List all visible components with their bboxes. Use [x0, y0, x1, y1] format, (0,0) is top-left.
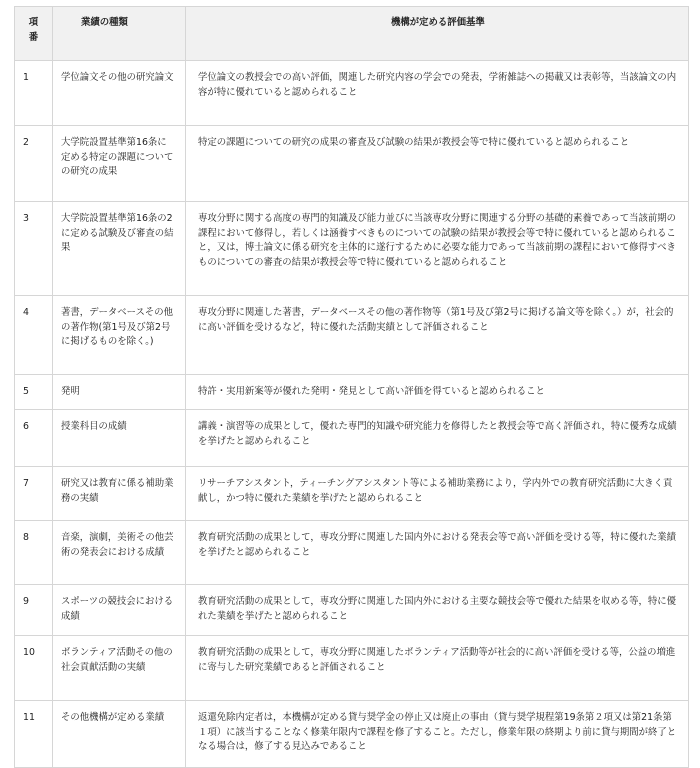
table-row	[15, 585, 689, 636]
row-number: 3	[15, 202, 53, 296]
table-row	[15, 61, 689, 126]
row-achievement-type: 著書，データベースその他の著作物(第1号及び第2号に掲げるものを除く。)	[53, 296, 186, 375]
row-number: 1	[15, 61, 53, 126]
row-achievement-type: 大学院設置基準第16条の2に定める試験及び審査の結果	[53, 202, 186, 296]
row-number: 10	[15, 636, 53, 701]
row-criteria: 教育研究活動の成果として，専攻分野に関連した国内外における発表会等で高い評価を受ける等，特に優れた業績を挙げたと認められること	[186, 521, 689, 585]
row-criteria: 教育研究活動の成果として，専攻分野に関連したボランティア活動等が社会的に高い評価を受ける等，公益の増進に寄与した研究業績であると評価されること	[186, 636, 689, 701]
row-achievement-type: ボランティア活動その他の社会貢献活動の実績	[53, 636, 186, 701]
row-achievement-type: その他機構が定める業績	[53, 701, 186, 768]
table-row	[15, 521, 689, 585]
table-row	[15, 701, 689, 768]
table-row	[15, 126, 689, 202]
row-number: 4	[15, 296, 53, 375]
row-achievement-type: 大学院設置基準第16条に定める特定の課題についての研究の成果	[53, 126, 186, 202]
row-criteria: 教育研究活動の成果として，専攻分野に関連した国内外における主要な競技会等で優れた結果を収める等，特に優れた業績を挙げたと認められること	[186, 585, 689, 636]
row-criteria: リサーチアシスタント，ティーチングアシスタント等による補助業務により，学内外での教育研究活動に大きく貢献し，かつ特に優れた業績を挙げたと認められること	[186, 467, 689, 521]
header-achievement-type: 業績の種類	[53, 7, 186, 61]
evaluation-criteria-table	[14, 6, 689, 768]
row-achievement-type: 授業科目の成績	[53, 410, 186, 467]
table-row	[15, 202, 689, 296]
row-number: 5	[15, 375, 53, 410]
row-number: 2	[15, 126, 53, 202]
row-number: 7	[15, 467, 53, 521]
header-item-number-line2: 番	[28, 31, 39, 43]
table-row	[15, 410, 689, 467]
row-achievement-type: 発明	[53, 375, 186, 410]
row-achievement-type: 音楽，演劇，美術その他芸術の発表会における成績	[53, 521, 186, 585]
row-number: 6	[15, 410, 53, 467]
row-achievement-type: スポーツの競技会における成績	[53, 585, 186, 636]
table-header	[15, 7, 689, 61]
row-achievement-type: 研究又は教育に係る補助業務の実績	[53, 467, 186, 521]
header-item-number-line1: 項	[28, 17, 39, 28]
header-evaluation-criteria: 機構が定める評価基準	[186, 7, 689, 61]
table-row	[15, 636, 689, 701]
row-number: 9	[15, 585, 53, 636]
row-criteria: 講義・演習等の成果として，優れた専門的知識や研究能力を修得したと教授会等で高く評価され，特に優秀な成績を挙げたと認められること	[186, 410, 689, 467]
table-body	[15, 61, 689, 768]
row-criteria: 特許・実用新案等が優れた発明・発見として高い評価を得ていると認められること	[186, 375, 689, 410]
row-number: 8	[15, 521, 53, 585]
table-row	[15, 296, 689, 375]
row-criteria: 専攻分野に関する高度の専門的知識及び能力並びに当該専攻分野に関連する分野の基礎的素養であって当該前期の課程において修得し，若しくは涵養すべきものについての試験の結果が教授会等で特に優れていると認められること，又は，博士論文に係る研究を主体的に遂行するために必要な能力であって当該前期の課程において修得すべきものについての審査の結果が教授会等で特に優れていると認められること	[186, 202, 689, 296]
row-criteria: 返還免除内定者は，本機構が定める貸与奨学金の停止又は廃止の事由（貸与奨学規程第19条第２項又は第21条第１項）に該当することなく修業年限内で課程を修了すること。ただし，修業年限の終期より前に貸与期間が終了となる場合は，修了する見込みであること	[186, 701, 689, 768]
header-row	[15, 7, 689, 61]
header-item-number	[15, 7, 53, 61]
row-criteria: 専攻分野に関連した著書，データベースその他の著作物等（第1号及び第2号に掲げる論文等を除く。）が，社会的に高い評価を受けるなど，特に優れた活動実績として評価されること	[186, 296, 689, 375]
row-criteria: 学位論文の教授会での高い評価，関連した研究内容の学会での発表，学術雑誌への掲載又は表彰等，当該論文の内容が特に優れていると認められること	[186, 61, 689, 126]
table-row	[15, 467, 689, 521]
table-row	[15, 375, 689, 410]
row-criteria: 特定の課題についての研究の成果の審査及び試験の結果が教授会等で特に優れていると認められること	[186, 126, 689, 202]
row-number: 11	[15, 701, 53, 768]
row-achievement-type: 学位論文その他の研究論文	[53, 61, 186, 126]
